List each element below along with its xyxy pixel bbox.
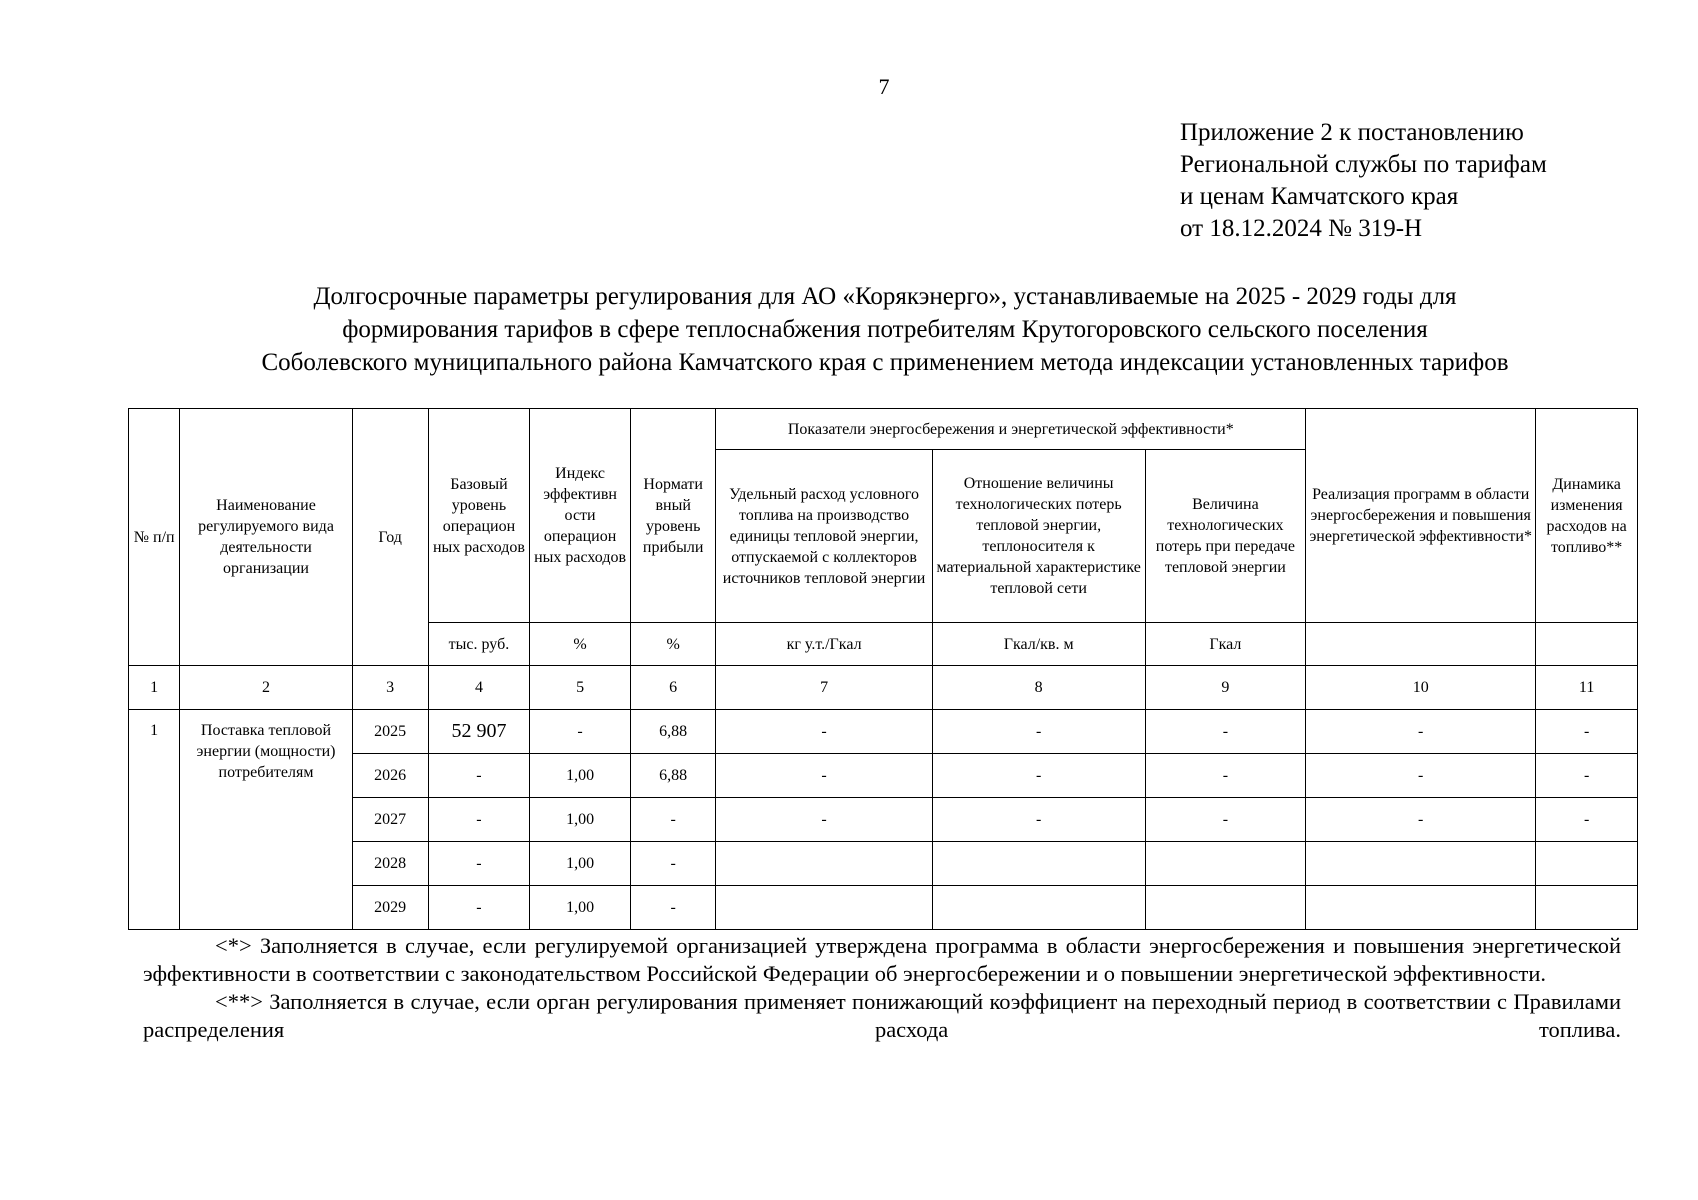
- appendix-line: и ценам Камчатского края: [1180, 183, 1459, 210]
- column-number: 6: [630, 666, 716, 710]
- title-line: Соболевского муниципального района Камчатского края с применением метода индексации установленных тарифов: [261, 349, 1509, 376]
- cell-efficiency-index: -: [530, 710, 631, 754]
- unit-programs: [1306, 623, 1536, 666]
- column-number: 5: [530, 666, 631, 710]
- appendix-line: Региональной службы по тарифам: [1180, 151, 1547, 178]
- document-title: [130, 280, 1640, 379]
- page-number: 7: [878, 74, 890, 99]
- cell-profit-norm: -: [630, 798, 716, 842]
- appendix-line: Приложение 2 к постановлению: [1180, 119, 1524, 146]
- cell-base-level: -: [428, 842, 530, 886]
- cell-losses: -: [1145, 798, 1306, 842]
- cell-fuel-dynamics: -: [1536, 710, 1638, 754]
- header-loss-ratio: Отношение величины технологических потерь тепловой энергии, теплоносителя к материальной характеристике тепловой сети: [932, 450, 1145, 623]
- unit-base-level: тыс. руб.: [428, 623, 530, 666]
- table-row: [129, 710, 1638, 754]
- header-num: № п/п: [129, 409, 180, 666]
- table-row: [129, 798, 1638, 842]
- cell-year: 2029: [352, 886, 428, 930]
- cell-fuel-dynamics: [1536, 886, 1638, 930]
- unit-profit-norm: %: [630, 623, 716, 666]
- cell-fuel-rate: -: [716, 798, 932, 842]
- column-number: 9: [1145, 666, 1306, 710]
- column-number: 1: [129, 666, 180, 710]
- cell-fuel-dynamics: -: [1536, 798, 1638, 842]
- header-energy-indicators: Показатели энергосбережения и энергетической эффективности*: [716, 409, 1306, 450]
- footnote-fuel-coefficient: <**> Заполняется в случае, если орган регулирования применяет понижающий коэффициент на переходный период в соответствии с Правилами распределения расхода топлива.: [143, 989, 1621, 1042]
- header-base-level: Базовый уровень операцион ных расходов: [428, 409, 530, 623]
- unit-efficiency-index: %: [530, 623, 631, 666]
- column-numbers-row: [129, 666, 1638, 710]
- header-activity-name: Наименование регулируемого вида деятельности организации: [180, 409, 352, 666]
- cell-year: 2025: [352, 710, 428, 754]
- table-row: [129, 842, 1638, 886]
- column-number: 8: [932, 666, 1145, 710]
- cell-efficiency-index: 1,00: [530, 886, 631, 930]
- activity-name: Поставка тепловой энергии (мощности) потребителям: [180, 710, 352, 930]
- cell-profit-norm: -: [630, 842, 716, 886]
- title-line: Долгосрочные параметры регулирования для АО «Корякэнерго», устанавливаемые на 2025 - 2029 годы для: [313, 283, 1457, 310]
- column-number: 11: [1536, 666, 1638, 710]
- cell-efficiency-index: 1,00: [530, 754, 631, 798]
- header-efficiency-index: Индекс эффективн ости операцион ных расходов: [530, 409, 631, 623]
- column-number: 10: [1306, 666, 1536, 710]
- cell-base-level: -: [428, 754, 530, 798]
- column-number: 4: [428, 666, 530, 710]
- header-profit-norm: Нормати вный уровень прибыли: [630, 409, 716, 623]
- cell-loss-ratio: [932, 842, 1145, 886]
- cell-base-level: 52 907: [428, 710, 530, 754]
- cell-programs: [1306, 886, 1536, 930]
- cell-programs: -: [1306, 754, 1536, 798]
- unit-loss-ratio: Гкал/кв. м: [932, 623, 1145, 666]
- cell-loss-ratio: [932, 886, 1145, 930]
- table-row: [129, 754, 1638, 798]
- cell-programs: -: [1306, 798, 1536, 842]
- cell-fuel-rate: -: [716, 710, 932, 754]
- cell-fuel-rate: -: [716, 754, 932, 798]
- header-losses: Величина технологических потерь при передаче тепловой энергии: [1145, 450, 1306, 623]
- cell-losses: [1145, 886, 1306, 930]
- cell-losses: [1145, 842, 1306, 886]
- cell-fuel-rate: [716, 886, 932, 930]
- footnotes: [143, 932, 1621, 1044]
- cell-profit-norm: 6,88: [630, 754, 716, 798]
- cell-fuel-dynamics: [1536, 842, 1638, 886]
- cell-programs: -: [1306, 710, 1536, 754]
- regulation-parameters-table: [128, 408, 1638, 930]
- unit-losses: Гкал: [1145, 623, 1306, 666]
- cell-programs: [1306, 842, 1536, 886]
- header-row: [129, 409, 1638, 450]
- title-line: формирования тарифов в сфере теплоснабжения потребителям Крутогоровского сельского поселения: [342, 316, 1428, 343]
- column-number: 7: [716, 666, 932, 710]
- column-number: 3: [352, 666, 428, 710]
- column-number: 2: [180, 666, 352, 710]
- cell-efficiency-index: 1,00: [530, 798, 631, 842]
- table-row: [129, 886, 1638, 930]
- cell-profit-norm: -: [630, 886, 716, 930]
- appendix-line: от 18.12.2024 № 319-Н: [1180, 215, 1423, 242]
- appendix-reference: [1180, 117, 1680, 245]
- cell-fuel-dynamics: -: [1536, 754, 1638, 798]
- cell-year: 2027: [352, 798, 428, 842]
- unit-fuel-rate: кг у.т./Гкал: [716, 623, 932, 666]
- cell-loss-ratio: -: [932, 710, 1145, 754]
- header-programs: Реализация программ в области энергосбережения и повышения энергетической эффективности*: [1306, 409, 1536, 623]
- unit-fuel-dynamics: [1536, 623, 1638, 666]
- cell-base-level: -: [428, 886, 530, 930]
- cell-losses: -: [1145, 754, 1306, 798]
- row-number: 1: [129, 710, 180, 930]
- cell-year: 2026: [352, 754, 428, 798]
- cell-loss-ratio: -: [932, 754, 1145, 798]
- cell-profit-norm: 6,88: [630, 710, 716, 754]
- cell-efficiency-index: 1,00: [530, 842, 631, 886]
- header-year: Год: [352, 409, 428, 666]
- header-fuel-dynamics: Динамика изменения расходов на топливо**: [1536, 409, 1638, 623]
- cell-base-level: -: [428, 798, 530, 842]
- cell-loss-ratio: -: [932, 798, 1145, 842]
- header-fuel-rate: Удельный расход условного топлива на производство единицы тепловой энергии, отпускаемой с коллекторов источников тепловой энергии: [716, 450, 932, 623]
- cell-year: 2028: [352, 842, 428, 886]
- footnote-energy-program: <*> Заполняется в случае, если регулируемой организацией утверждена программа в области энергосбережения и повышения энергетической эффективности в соответствии с законодательством Российской Федерации об энергосбережении и о повышении энергетической эффективности.: [143, 933, 1621, 986]
- cell-losses: -: [1145, 710, 1306, 754]
- cell-fuel-rate: [716, 842, 932, 886]
